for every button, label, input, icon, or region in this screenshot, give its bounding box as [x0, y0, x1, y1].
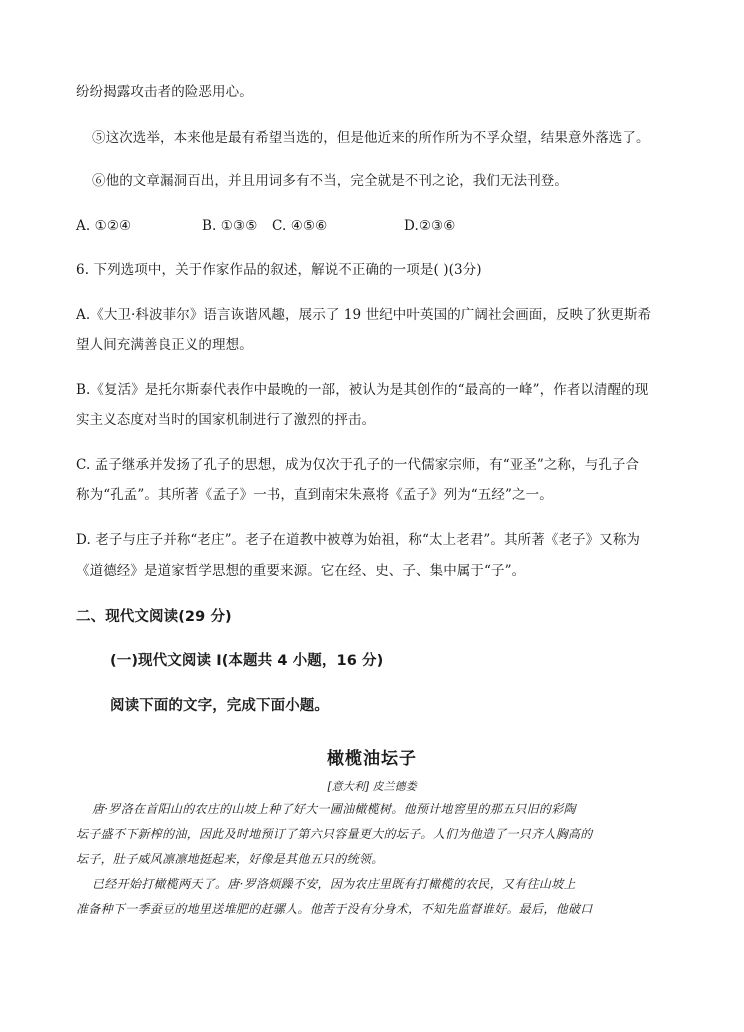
continuation-line: 纷纷揭露攻击者的险恶用心。: [76, 84, 253, 100]
sentence-5: ⑤这次选举，本来他是最有希望当选的，但是他近来的所作所为不孚众望，结果意外落选了。: [92, 130, 650, 146]
section-heading: 二、现代文阅读(29 分): [76, 609, 232, 625]
passage-line-5: 准备种下一季蚕豆的地里送堆肥的赶骡人。他苦于没有分身术，不知先监督谁好。最后，他破口: [76, 902, 593, 916]
q6-option-b-line1: B.《复活》是托尔斯泰代表作中最晚的一部，被认为是其创作的“最高的一峰”，作者以清醒的现: [76, 382, 649, 398]
q5-option-d: D.②③⑥: [404, 218, 456, 234]
reading-instruction: 阅读下面的文字，完成下面小题。: [110, 698, 329, 714]
passage-line-4: 已经开始打橄榄两天了。唐·罗洛烦躁不安，因为农庄里既有打橄榄的农民，又有往山坡上: [92, 877, 576, 891]
q5-option-a: A. ①②④: [76, 218, 132, 234]
q5-option-b: B. ①③⑤: [202, 218, 258, 234]
passage-line-2: 坛子盛不下新榨的油，因此及时地预订了第六只容量更大的坛子。人们为他造了一只齐人胸高的: [76, 827, 593, 841]
passage-line-1: 唐·罗洛在首阳山的农庄的山坡上种了好大一圃油橄榄树。他预计地窖里的那五只旧的彩陶: [92, 802, 576, 816]
q6-option-c-line1: C. 孟子继承并发扬了孔子的思想，成为仅次于孔子的一代儒家宗师，有“亚圣”之称，与孔子合: [76, 457, 640, 473]
sentence-6: ⑥他的文章漏洞百出，并且用词多有不当，完全就是不刊之论，我们无法刊登。: [92, 173, 568, 189]
q6-option-a-line2: 望人间充满善良正义的理想。: [76, 337, 253, 353]
sub-section-heading: (一)现代文阅读 I(本题共 4 小题，16 分): [110, 653, 384, 669]
q5-options-row: [76, 217, 676, 235]
passage-line-3: 坛子，肚子威风凛凛地挺起来，好像是其他五只的统领。: [76, 852, 384, 866]
q6-option-b-line2: 实主义态度对当时的国家机制进行了激烈的抨击。: [76, 412, 376, 428]
q6-option-d-line2: 《道德经》是道家哲学思想的重要来源。它在经、史、子、集中属于“子”。: [76, 563, 526, 579]
q6-option-a-line1: A.《大卫·科波菲尔》语言诙谐风趣，展示了 19 世纪中叶英国的广阔社会画面，反映了狄更斯希: [76, 307, 652, 323]
q6-stem: 6. 下列选项中，关于作家作品的叙述，解说不正确的一项是( )(3分): [76, 262, 482, 278]
q6-option-d-line1: D. 老子与庄子并称“老庄”。老子在道教中被尊为始祖，称“太上老君”。其所著《老子》又称为: [76, 532, 641, 548]
q5-option-c: C. ④⑤⑥: [272, 218, 328, 234]
q6-option-c-line2: 称为“孔孟”。其所著《孟子》一书，直到南宋朱熹将《孟子》列为“五经”之一。: [76, 487, 553, 503]
passage-author: [意大利] 皮兰德娄: [327, 780, 417, 793]
passage-title: 橄榄油坛子: [327, 749, 417, 769]
